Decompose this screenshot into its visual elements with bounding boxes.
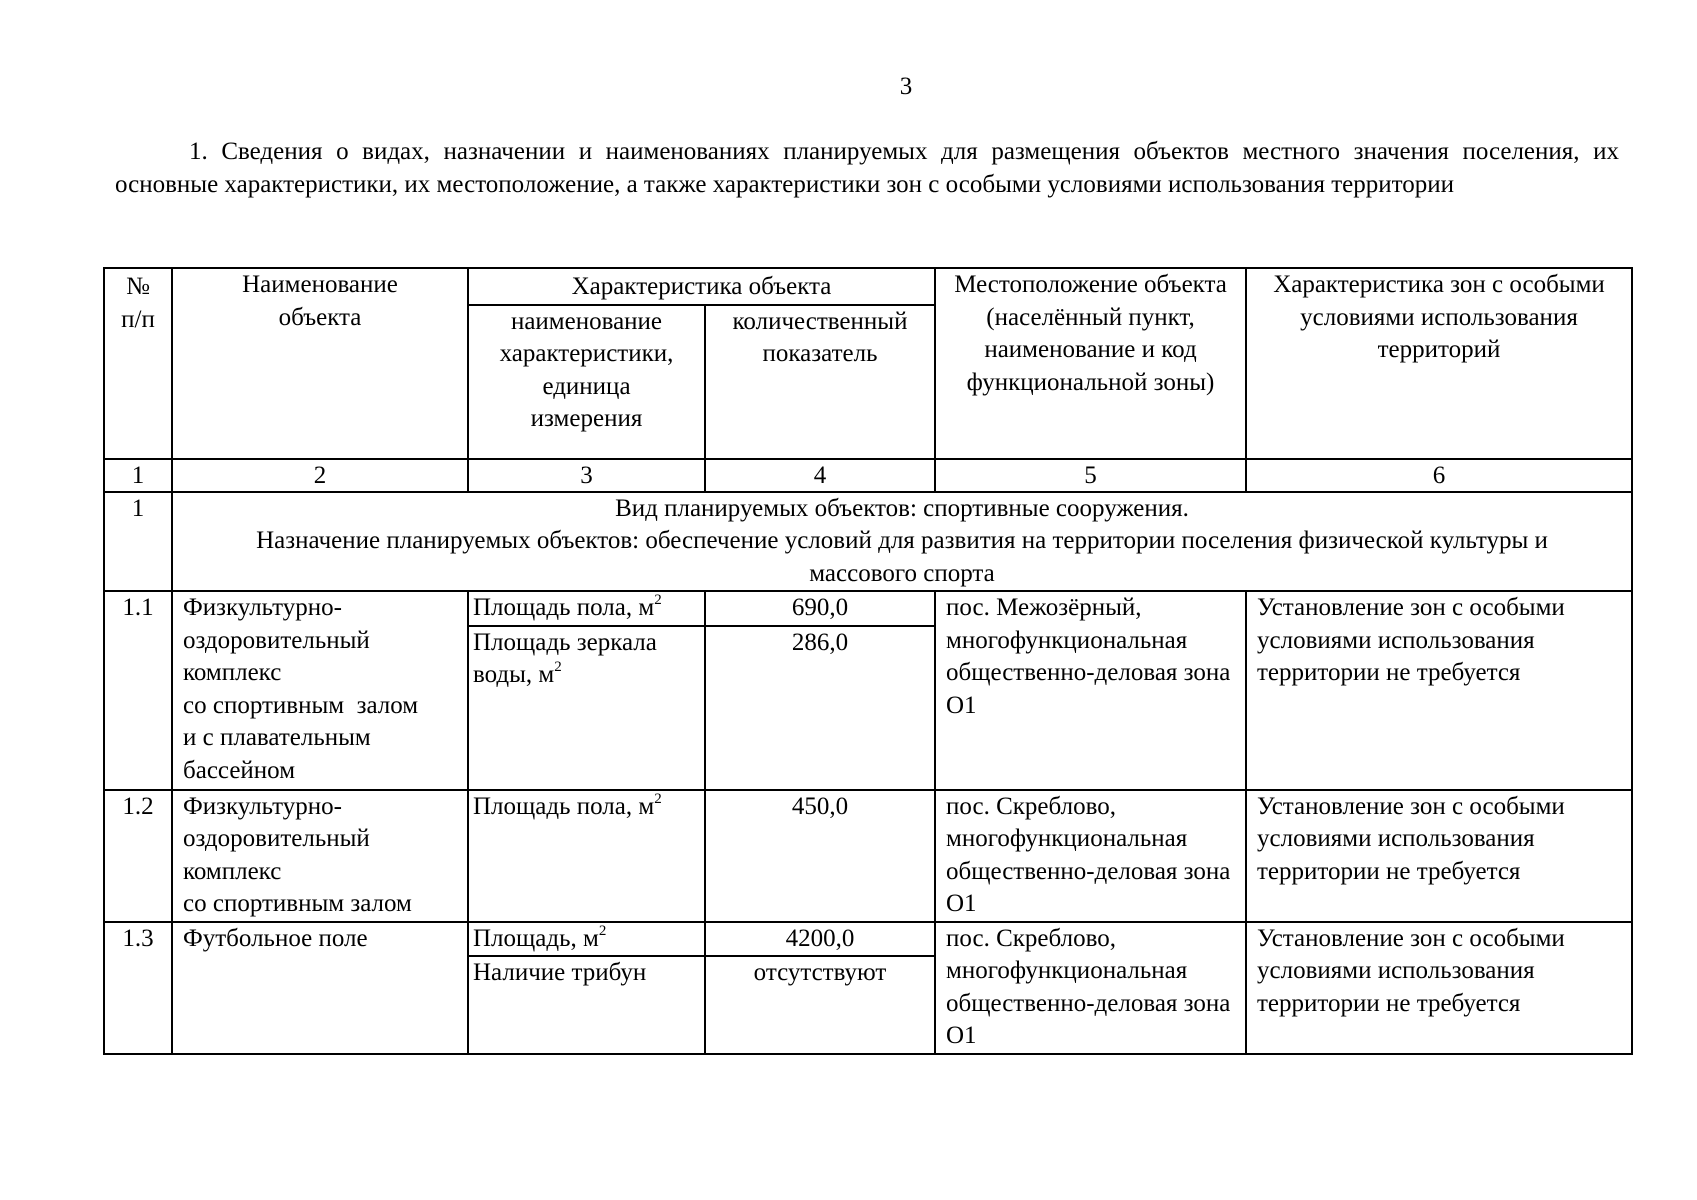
row-number: 1.3 xyxy=(104,922,172,1055)
table-row xyxy=(104,922,1632,957)
object-location: пос. Межозёрный, многофункциональная общественно-деловая зона О1 xyxy=(935,591,1246,790)
header-char-value: количественный показатель xyxy=(705,305,935,459)
section-purpose: Назначение планируемых объектов: обеспечение условий для развития на территории поселения физической культуры и массового спорта xyxy=(256,527,1548,587)
header-object-name: Наименование объекта xyxy=(172,268,468,459)
header-char-name: наименование характеристики, единица измерения xyxy=(468,305,705,459)
object-name xyxy=(172,790,468,922)
characteristic-name-text: Площадь, м xyxy=(473,924,599,952)
unit-superscript: 2 xyxy=(654,790,662,807)
header-zones: Характеристика зон с особыми условиями использования территорий xyxy=(1246,268,1632,459)
object-name-line: и с плавательным xyxy=(183,724,371,751)
header-location: Местоположение объекта (населённый пункт, наименование и код функциональной зоны) xyxy=(935,268,1246,459)
object-name-line: комплекс xyxy=(183,857,282,885)
row-number: 1.1 xyxy=(104,591,172,790)
characteristic-name xyxy=(468,591,705,626)
header-number-pp: п/п xyxy=(121,305,155,333)
characteristic-name xyxy=(468,922,705,957)
page-number: 3 xyxy=(899,73,913,100)
column-number: 5 xyxy=(935,459,1246,492)
table-row xyxy=(104,790,1632,922)
characteristic-value: отсутствуют xyxy=(705,956,935,1054)
column-number: 4 xyxy=(705,459,935,492)
column-numbers-row xyxy=(104,459,1632,492)
object-name-line: Физкультурно- xyxy=(183,594,342,621)
planned-objects-table xyxy=(103,267,1633,1055)
row-number: 1.2 xyxy=(104,790,172,922)
column-number: 3 xyxy=(468,459,705,492)
unit-superscript: 2 xyxy=(554,659,562,675)
object-name-line: со спортивным залом xyxy=(183,890,412,917)
characteristic-name-text: Площадь пола, м xyxy=(473,792,655,820)
object-name-line: бассейном xyxy=(183,756,296,784)
characteristic-value: 286,0 xyxy=(705,626,935,790)
object-name-line: со спортивным залом xyxy=(183,691,419,719)
object-name-line: комплекс xyxy=(183,659,282,686)
characteristic-value: 450,0 xyxy=(705,790,935,922)
column-number: 6 xyxy=(1246,459,1632,492)
section-row xyxy=(104,492,1632,592)
section-number: 1 xyxy=(104,492,172,592)
object-name xyxy=(172,591,468,790)
header-object-characteristic: Характеристика объекта xyxy=(468,268,935,305)
unit-superscript: 2 xyxy=(654,592,662,608)
section-kind: Вид планируемых объектов: спортивные сооружения. xyxy=(615,494,1189,522)
header-number-sign: № xyxy=(126,273,150,300)
object-zones: Установление зон с особыми условиями использования территории не требуется xyxy=(1246,790,1632,922)
header-row-1 xyxy=(104,268,1632,305)
object-name-line: Футбольное поле xyxy=(183,924,368,952)
characteristic-name-text: Площадь зеркала воды, м xyxy=(473,628,657,688)
characteristic-name xyxy=(468,790,705,922)
characteristic-value: 4200,0 xyxy=(705,922,935,957)
object-name-line: Физкультурно- xyxy=(183,792,342,820)
object-location: пос. Скреблово, многофункциональная общественно-деловая зона О1 xyxy=(935,790,1246,922)
column-number: 2 xyxy=(172,459,468,492)
header-number xyxy=(104,268,172,459)
characteristic-name-text: Площадь пола, м xyxy=(473,594,655,621)
unit-superscript: 2 xyxy=(598,922,607,939)
object-name-line: оздоровительный xyxy=(183,825,370,852)
column-number: 1 xyxy=(104,459,172,492)
object-zones: Установление зон с особыми условиями использования территории не требуется xyxy=(1246,922,1632,1055)
object-name-line: оздоровительный xyxy=(183,626,370,654)
object-location: пос. Скреблово, многофункциональная общественно-деловая зона О1 xyxy=(935,922,1246,1055)
characteristic-name: Наличие трибун xyxy=(468,956,705,1054)
object-name xyxy=(172,922,468,1055)
characteristic-value: 690,0 xyxy=(705,591,935,626)
section-description xyxy=(172,492,1632,592)
intro-paragraph: 1. Сведения о видах, назначении и наименованиях планируемых для размещения объектов местного значения поселения, их основные характеристики, их местоположение, а также характеристики зон с особыми условиями использования территории xyxy=(115,138,1619,198)
table-row xyxy=(104,591,1632,626)
characteristic-name xyxy=(468,626,705,790)
object-zones: Установление зон с особыми условиями использования территории не требуется xyxy=(1246,591,1632,790)
